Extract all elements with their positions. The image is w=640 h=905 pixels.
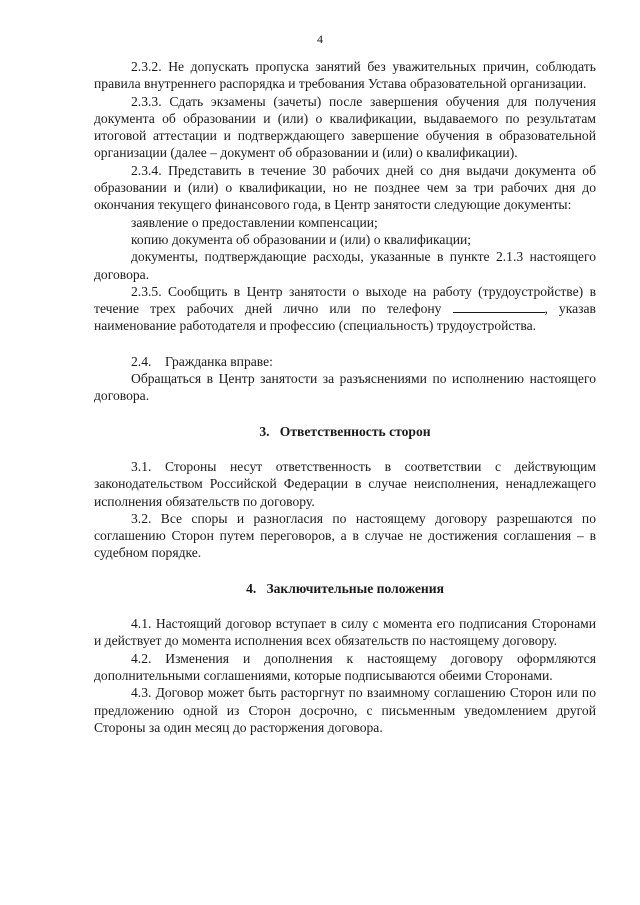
clause-2-3-5-text: 2.3.5. Сообщить в Центр занятости о выходе на работу (трудоустройстве) в течение трех рабочих дней лично или по телефону xyxy=(94,283,596,317)
clause-3-2: 3.2. Все споры и разногласия по настоящему договору разрешаются по соглашению Сторон путем переговоров, а в случае не достижения соглашения – в судебном порядке. xyxy=(94,510,596,561)
clause-3-1: 3.1. Стороны несут ответственность в соответствии с действующим законодательством Российской Федерации в случае неисполнения, ненадлежащего исполнения обязательств по договору. xyxy=(94,458,596,509)
clause-2-3-3: 2.3.3. Сдать экзамены (зачеты) после завершения обучения для получения документа об образовании и (или) о квалификации, выдаваемого по результатам итоговой аттестации и подтверждающего завершение обучения в образовательной организации (далее – документ об образовании и (или) о квалификации). xyxy=(94,93,596,161)
clause-2-4-title: 2.4. Гражданка вправе: xyxy=(131,353,273,369)
clause-2-3-4: 2.3.4. Представить в течение 30 рабочих дней со дня выдачи документа об образовании и (или) о квалификации, но не позднее чем за три рабочих дня до окончания текущего финансового года, в Центр занятости следующие документы: xyxy=(94,162,596,213)
clause-2-3-5 xyxy=(94,283,596,335)
phone-blank-line xyxy=(453,300,545,313)
page-number: 4 xyxy=(317,32,323,46)
section-3-heading: 3. Ответственность сторон xyxy=(259,423,431,439)
list-item: заявление о предоставлении компенсации; xyxy=(131,214,378,230)
list-item: документы, подтверждающие расходы, указанные в пункте 2.1.3 настоящего договора. xyxy=(94,249,596,282)
section-4-heading: 4. Заключительные положения xyxy=(246,580,444,596)
list-item: копию документа об образовании и (или) о квалификации; xyxy=(131,231,472,247)
clause-4-1: 4.1. Настоящий договор вступает в силу с момента его подписания Сторонами и действует до момента исполнения всех обязательств по настоящему договору. xyxy=(94,616,596,649)
clause-2-4-text: Обращаться в Центр занятости за разъяснениями по исполнению настоящего договора. xyxy=(94,371,596,404)
clause-2-3-5-text-end: , указав наименование работодателя и профессию (специальность) трудоустройства. xyxy=(94,301,596,334)
clause-4-2: 4.2. Изменения и дополнения к настоящему договору оформляются дополнительными соглашениями, которые подписываются обеими Сторонами. xyxy=(94,650,596,683)
clause-4-3: 4.3. Договор может быть расторгнут по взаимному соглашению Сторон или по предложению одной из Сторон досрочно, с письменным уведомлением другой Стороны за один месяц до расторжения договора. xyxy=(94,685,596,735)
document-body xyxy=(94,58,596,736)
clause-2-3-2: 2.3.2. Не допускать пропуска занятий без уважительных причин, соблюдать правила внутреннего распорядка и требования Устава образовательной организации. xyxy=(94,59,596,92)
